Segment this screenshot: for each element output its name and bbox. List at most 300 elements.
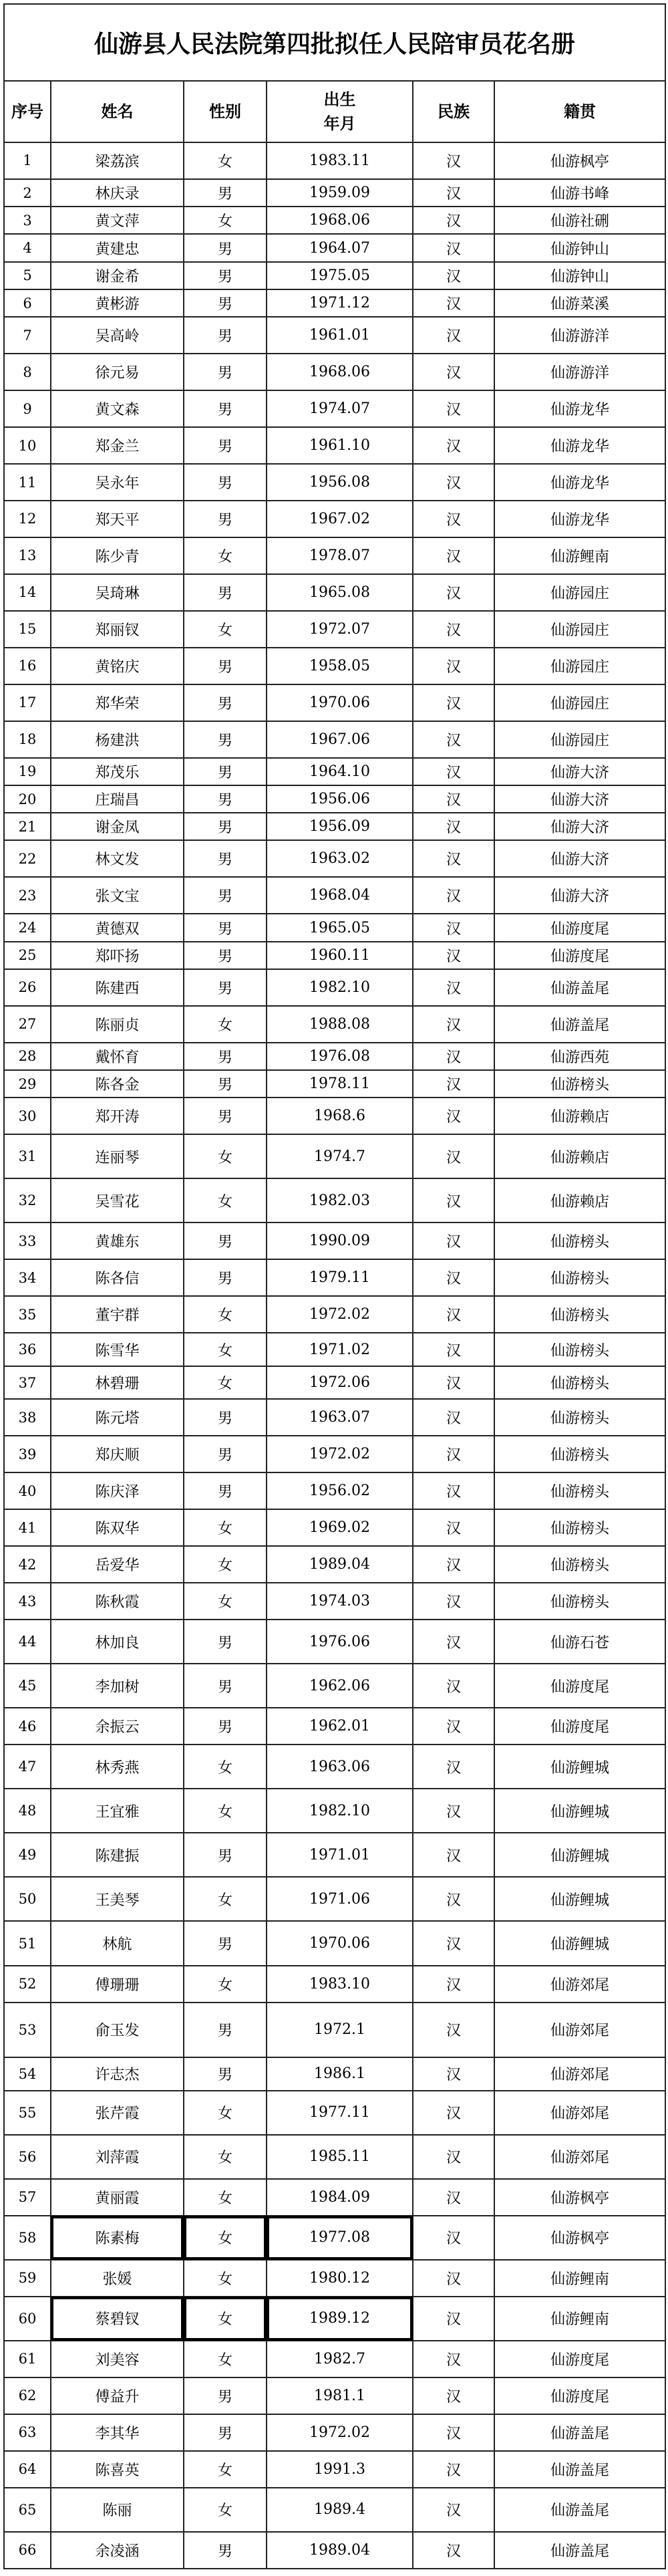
- cell-name: 陈各信: [51, 1259, 184, 1296]
- table-row: [4, 877, 665, 914]
- cell-name: 蔡碧钗: [51, 2297, 184, 2341]
- table-row: [4, 2057, 665, 2091]
- cell-origin: 仙游榜头: [494, 1509, 665, 1546]
- cell-index: 22: [4, 840, 51, 877]
- cell-index: 53: [4, 2003, 51, 2058]
- cell-origin: 仙游大济: [494, 758, 665, 785]
- cell-index: 50: [4, 1877, 51, 1921]
- cell-gender: 男: [184, 289, 267, 317]
- cell-birth: 1959.09: [267, 179, 413, 207]
- cell-birth: 1976.06: [267, 1620, 413, 1664]
- cell-name: 黄德双: [51, 914, 184, 941]
- cell-index: 49: [4, 1833, 51, 1877]
- cell-index: 20: [4, 785, 51, 813]
- cell-origin: 仙游度尾: [494, 1708, 665, 1745]
- table-row: [4, 2488, 665, 2532]
- header-ethnicity: 民族: [413, 81, 494, 142]
- cell-birth: 1971.02: [267, 1333, 413, 1366]
- cell-ethnicity: 汉: [413, 2451, 494, 2488]
- table-row: [4, 1877, 665, 1921]
- cell-gender: 女: [184, 537, 267, 574]
- cell-index: 35: [4, 1296, 51, 1333]
- cell-birth: 1960.11: [267, 942, 413, 969]
- cell-index: 18: [4, 721, 51, 758]
- cell-gender: 男: [184, 574, 267, 611]
- cell-name: 陈秋霞: [51, 1583, 184, 1620]
- cell-index: 41: [4, 1509, 51, 1546]
- table-row: [4, 2341, 665, 2377]
- cell-ethnicity: 汉: [413, 840, 494, 877]
- cell-ethnicity: 汉: [413, 317, 494, 354]
- cell-index: 39: [4, 1436, 51, 1472]
- cell-index: 36: [4, 1333, 51, 1366]
- cell-origin: 仙游度尾: [494, 914, 665, 941]
- cell-index: 66: [4, 2532, 51, 2569]
- table-row: [4, 611, 665, 648]
- table-row: [4, 1134, 665, 1178]
- cell-index: 56: [4, 2135, 51, 2179]
- cell-origin: 仙游书峰: [494, 179, 665, 207]
- cell-birth: 1981.1: [267, 2377, 413, 2414]
- header-origin: 籍贯: [494, 81, 665, 142]
- cell-ethnicity: 汉: [413, 611, 494, 648]
- cell-birth: 1982.10: [267, 969, 413, 1006]
- cell-origin: 仙游西苑: [494, 1043, 665, 1070]
- cell-index: 37: [4, 1366, 51, 1400]
- cell-name: 徐元易: [51, 354, 184, 390]
- cell-gender: 女: [184, 1333, 267, 1366]
- cell-ethnicity: 汉: [413, 537, 494, 574]
- table-row: [4, 1222, 665, 1259]
- table-row: [4, 785, 665, 813]
- cell-birth: 1989.4: [267, 2488, 413, 2532]
- cell-index: 19: [4, 758, 51, 785]
- cell-origin: 仙游榜头: [494, 1333, 665, 1366]
- cell-birth: 1971.01: [267, 1833, 413, 1877]
- cell-origin: 仙游盖尾: [494, 1006, 665, 1043]
- cell-birth: 1982.7: [267, 2341, 413, 2377]
- table-row: [4, 1436, 665, 1472]
- cell-ethnicity: 汉: [413, 942, 494, 969]
- cell-birth: 1972.02: [267, 2414, 413, 2451]
- cell-name: 陈各金: [51, 1070, 184, 1098]
- table-row: [4, 501, 665, 537]
- cell-gender: 男: [184, 1070, 267, 1098]
- cell-ethnicity: 汉: [413, 1399, 494, 1436]
- cell-name: 李其华: [51, 2414, 184, 2451]
- table-row: [4, 1966, 665, 2003]
- cell-ethnicity: 汉: [413, 1472, 494, 1509]
- header-index: 序号: [4, 81, 51, 142]
- cell-gender: 男: [184, 179, 267, 207]
- cell-origin: 仙游龙华: [494, 464, 665, 501]
- cell-index: 5: [4, 262, 51, 289]
- cell-ethnicity: 汉: [413, 758, 494, 785]
- cell-gender: 男: [184, 1664, 267, 1708]
- cell-index: 47: [4, 1745, 51, 1789]
- header-birth-line2: 年月: [323, 114, 356, 133]
- cell-index: 40: [4, 1472, 51, 1509]
- table-row: [4, 969, 665, 1006]
- cell-birth: 1962.06: [267, 1664, 413, 1708]
- cell-ethnicity: 汉: [413, 427, 494, 464]
- cell-name: 余振云: [51, 1708, 184, 1745]
- cell-name: 黄雄东: [51, 1222, 184, 1259]
- cell-name: 连丽琴: [51, 1134, 184, 1178]
- cell-gender: 男: [184, 1833, 267, 1877]
- cell-name: 俞玉发: [51, 2003, 184, 2058]
- table-row: [4, 1472, 665, 1509]
- cell-name: 傅益升: [51, 2377, 184, 2414]
- cell-gender: 男: [184, 2532, 267, 2569]
- cell-name: 董宇群: [51, 1296, 184, 1333]
- cell-birth: 1956.09: [267, 813, 413, 840]
- cell-gender: 男: [184, 262, 267, 289]
- cell-origin: 仙游鲤城: [494, 1789, 665, 1833]
- cell-origin: 仙游鲤城: [494, 1877, 665, 1921]
- cell-ethnicity: 汉: [413, 2003, 494, 2058]
- cell-gender: 男: [184, 2057, 267, 2091]
- cell-ethnicity: 汉: [413, 574, 494, 611]
- cell-index: 34: [4, 1259, 51, 1296]
- cell-birth: 1976.08: [267, 1043, 413, 1070]
- cell-name: 林航: [51, 1921, 184, 1965]
- cell-ethnicity: 汉: [413, 2377, 494, 2414]
- cell-birth: 1972.1: [267, 2003, 413, 2058]
- table-row: [4, 1789, 665, 1833]
- cell-birth: 1956.02: [267, 1472, 413, 1509]
- cell-birth: 1962.01: [267, 1708, 413, 1745]
- cell-index: 44: [4, 1620, 51, 1664]
- cell-origin: 仙游榜头: [494, 1472, 665, 1509]
- cell-index: 31: [4, 1134, 51, 1178]
- cell-origin: 仙游园庄: [494, 574, 665, 611]
- cell-name: 谢金凤: [51, 813, 184, 840]
- cell-origin: 仙游园庄: [494, 648, 665, 684]
- cell-gender: 男: [184, 1259, 267, 1296]
- table-row: [4, 1333, 665, 1366]
- cell-birth: 1965.05: [267, 914, 413, 941]
- cell-birth: 1967.02: [267, 501, 413, 537]
- cell-name: 郑华荣: [51, 684, 184, 721]
- cell-index: 63: [4, 2414, 51, 2451]
- cell-name: 陈建西: [51, 969, 184, 1006]
- table-row: [4, 914, 665, 941]
- cell-gender: 女: [184, 2135, 267, 2179]
- cell-birth: 1989.04: [267, 2532, 413, 2569]
- cell-origin: 仙游枫亭: [494, 2179, 665, 2216]
- cell-birth: 1984.09: [267, 2179, 413, 2216]
- cell-gender: 男: [184, 354, 267, 390]
- cell-ethnicity: 汉: [413, 262, 494, 289]
- table-row: [4, 179, 665, 207]
- cell-ethnicity: 汉: [413, 2260, 494, 2297]
- cell-origin: 仙游榜头: [494, 1366, 665, 1400]
- cell-origin: 仙游鲤南: [494, 537, 665, 574]
- table-row: [4, 1546, 665, 1583]
- cell-origin: 仙游榜头: [494, 1222, 665, 1259]
- cell-birth: 1972.02: [267, 1296, 413, 1333]
- table-row: [4, 1070, 665, 1098]
- table-row: [4, 464, 665, 501]
- cell-ethnicity: 汉: [413, 179, 494, 207]
- cell-index: 33: [4, 1222, 51, 1259]
- cell-gender: 女: [184, 1509, 267, 1546]
- table-row: [4, 1664, 665, 1708]
- table-row: [4, 2377, 665, 2414]
- cell-gender: 男: [184, 813, 267, 840]
- cell-gender: 男: [184, 2414, 267, 2451]
- cell-gender: 男: [184, 464, 267, 501]
- cell-birth: 1968.6: [267, 1098, 413, 1134]
- cell-birth: 1972.07: [267, 611, 413, 648]
- cell-origin: 仙游赖店: [494, 1178, 665, 1222]
- table-row: [4, 234, 665, 261]
- cell-origin: 仙游赖店: [494, 1134, 665, 1178]
- cell-gender: 男: [184, 648, 267, 684]
- cell-origin: 仙游龙华: [494, 390, 665, 427]
- cell-name: 陈雪华: [51, 1333, 184, 1366]
- cell-ethnicity: 汉: [413, 2091, 494, 2135]
- cell-name: 戴怀育: [51, 1043, 184, 1070]
- page-title: 仙游县人民法院第四批拟任人民陪审员花名册: [4, 4, 665, 81]
- cell-ethnicity: 汉: [413, 648, 494, 684]
- cell-ethnicity: 汉: [413, 1098, 494, 1134]
- cell-gender: 男: [184, 1620, 267, 1664]
- cell-gender: 女: [184, 1789, 267, 1833]
- cell-gender: 女: [184, 207, 267, 234]
- cell-index: 7: [4, 317, 51, 354]
- cell-birth: 1968.04: [267, 877, 413, 914]
- cell-ethnicity: 汉: [413, 2057, 494, 2091]
- cell-birth: 1956.06: [267, 785, 413, 813]
- cell-index: 48: [4, 1789, 51, 1833]
- table-row: [4, 1043, 665, 1070]
- cell-origin: 仙游盖尾: [494, 2532, 665, 2569]
- cell-origin: 仙游鲤城: [494, 1745, 665, 1789]
- cell-origin: 仙游度尾: [494, 1664, 665, 1708]
- cell-ethnicity: 汉: [413, 1436, 494, 1472]
- cell-gender: 女: [184, 611, 267, 648]
- cell-name: 李加树: [51, 1664, 184, 1708]
- cell-gender: 男: [184, 840, 267, 877]
- cell-gender: 女: [184, 2260, 267, 2297]
- cell-name: 林秀燕: [51, 1745, 184, 1789]
- cell-birth: 1988.08: [267, 1006, 413, 1043]
- cell-name: 吴高岭: [51, 317, 184, 354]
- header-birth-line1: 出生: [323, 90, 356, 109]
- cell-ethnicity: 汉: [413, 2414, 494, 2451]
- cell-birth: 1985.11: [267, 2135, 413, 2179]
- cell-origin: 仙游大济: [494, 785, 665, 813]
- cell-birth: 1972.06: [267, 1366, 413, 1400]
- cell-index: 10: [4, 427, 51, 464]
- cell-origin: 仙游榜头: [494, 1546, 665, 1583]
- table-row: [4, 2003, 665, 2058]
- cell-ethnicity: 汉: [413, 813, 494, 840]
- cell-name: 张文宝: [51, 877, 184, 914]
- cell-ethnicity: 汉: [413, 1877, 494, 1921]
- cell-index: 2: [4, 179, 51, 207]
- cell-name: 张芹霞: [51, 2091, 184, 2135]
- cell-ethnicity: 汉: [413, 2488, 494, 2532]
- cell-origin: 仙游鲤南: [494, 2297, 665, 2341]
- cell-birth: 1989.12: [267, 2297, 413, 2341]
- cell-index: 11: [4, 464, 51, 501]
- cell-origin: 仙游园庄: [494, 684, 665, 721]
- cell-origin: 仙游郊尾: [494, 2057, 665, 2091]
- cell-origin: 仙游盖尾: [494, 2488, 665, 2532]
- cell-gender: 女: [184, 1583, 267, 1620]
- cell-index: 29: [4, 1070, 51, 1098]
- cell-birth: 1974.07: [267, 390, 413, 427]
- cell-index: 59: [4, 2260, 51, 2297]
- table-row: [4, 1509, 665, 1546]
- cell-gender: 男: [184, 2377, 267, 2414]
- cell-gender: 男: [184, 914, 267, 941]
- cell-ethnicity: 汉: [413, 464, 494, 501]
- cell-name: 郑庆顺: [51, 1436, 184, 1472]
- cell-index: 42: [4, 1546, 51, 1583]
- cell-ethnicity: 汉: [413, 721, 494, 758]
- cell-gender: 男: [184, 390, 267, 427]
- table-row: [4, 2135, 665, 2179]
- table-row: [4, 684, 665, 721]
- cell-gender: 男: [184, 1043, 267, 1070]
- cell-origin: 仙游园庄: [494, 721, 665, 758]
- roster-body: [4, 142, 665, 2569]
- cell-birth: 1980.12: [267, 2260, 413, 2297]
- cell-name: 傅珊珊: [51, 1966, 184, 2003]
- cell-ethnicity: 汉: [413, 2297, 494, 2341]
- cell-birth: 1971.12: [267, 289, 413, 317]
- cell-name: 黄建忠: [51, 234, 184, 261]
- table-row: [4, 2297, 665, 2341]
- cell-origin: 仙游园庄: [494, 611, 665, 648]
- cell-birth: 1979.11: [267, 1259, 413, 1296]
- cell-gender: 女: [184, 1966, 267, 2003]
- cell-ethnicity: 汉: [413, 2135, 494, 2179]
- table-row: [4, 1921, 665, 1965]
- cell-name: 谢金希: [51, 262, 184, 289]
- cell-ethnicity: 汉: [413, 1664, 494, 1708]
- cell-origin: 仙游大济: [494, 840, 665, 877]
- table-row: [4, 427, 665, 464]
- cell-origin: 仙游郊尾: [494, 2135, 665, 2179]
- table-row: [4, 354, 665, 390]
- cell-ethnicity: 汉: [413, 2179, 494, 2216]
- cell-ethnicity: 汉: [413, 1708, 494, 1745]
- cell-name: 吴永年: [51, 464, 184, 501]
- cell-ethnicity: 汉: [413, 877, 494, 914]
- cell-index: 17: [4, 684, 51, 721]
- cell-birth: 1977.08: [267, 2216, 413, 2260]
- cell-ethnicity: 汉: [413, 1509, 494, 1546]
- cell-gender: 女: [184, 2451, 267, 2488]
- cell-name: 黄文萍: [51, 207, 184, 234]
- cell-ethnicity: 汉: [413, 234, 494, 261]
- cell-name: 黄文森: [51, 390, 184, 427]
- cell-ethnicity: 汉: [413, 1178, 494, 1222]
- cell-gender: 女: [184, 1546, 267, 1583]
- cell-origin: 仙游枫亭: [494, 2216, 665, 2260]
- cell-birth: 1982.10: [267, 1789, 413, 1833]
- table-row: [4, 289, 665, 317]
- table-row: [4, 2414, 665, 2451]
- roster-table: [3, 3, 666, 2569]
- table-row: [4, 2216, 665, 2260]
- cell-ethnicity: 汉: [413, 1583, 494, 1620]
- cell-ethnicity: 汉: [413, 914, 494, 941]
- cell-gender: 女: [184, 1134, 267, 1178]
- cell-birth: 1956.08: [267, 464, 413, 501]
- cell-name: 岳爱华: [51, 1546, 184, 1583]
- cell-ethnicity: 汉: [413, 501, 494, 537]
- cell-ethnicity: 汉: [413, 785, 494, 813]
- cell-gender: 男: [184, 427, 267, 464]
- cell-origin: 仙游鲤城: [494, 1921, 665, 1965]
- cell-name: 许志杰: [51, 2057, 184, 2091]
- table-row: [4, 1745, 665, 1789]
- cell-name: 郑吓扬: [51, 942, 184, 969]
- cell-birth: 1968.06: [267, 354, 413, 390]
- cell-origin: 仙游盖尾: [494, 2414, 665, 2451]
- cell-origin: 仙游菜溪: [494, 289, 665, 317]
- cell-birth: 1961.01: [267, 317, 413, 354]
- cell-name: 王宜雅: [51, 1789, 184, 1833]
- cell-ethnicity: 汉: [413, 1296, 494, 1333]
- cell-origin: 仙游榜头: [494, 1436, 665, 1472]
- cell-index: 26: [4, 969, 51, 1006]
- cell-name: 吴琦琳: [51, 574, 184, 611]
- cell-origin: 仙游郊尾: [494, 1966, 665, 2003]
- cell-origin: 仙游赖店: [494, 1098, 665, 1134]
- cell-birth: 1969.02: [267, 1509, 413, 1546]
- roster-sheet: [0, 3, 668, 2576]
- cell-birth: 1963.06: [267, 1745, 413, 1789]
- cell-gender: 女: [184, 1745, 267, 1789]
- cell-index: 52: [4, 1966, 51, 2003]
- table-row: [4, 1583, 665, 1620]
- cell-birth: 1974.03: [267, 1583, 413, 1620]
- cell-origin: 仙游社硎: [494, 207, 665, 234]
- table-row: [4, 2532, 665, 2569]
- cell-origin: 仙游盖尾: [494, 969, 665, 1006]
- cell-index: 62: [4, 2377, 51, 2414]
- cell-origin: 仙游游洋: [494, 317, 665, 354]
- cell-name: 张媛: [51, 2260, 184, 2297]
- table-row: [4, 1620, 665, 1664]
- cell-ethnicity: 汉: [413, 1333, 494, 1366]
- table-row: [4, 142, 665, 179]
- cell-origin: 仙游榜头: [494, 1296, 665, 1333]
- cell-gender: 男: [184, 877, 267, 914]
- cell-gender: 男: [184, 758, 267, 785]
- cell-gender: 男: [184, 942, 267, 969]
- cell-gender: 男: [184, 501, 267, 537]
- cell-ethnicity: 汉: [413, 1620, 494, 1664]
- table-row: [4, 942, 665, 969]
- cell-index: 64: [4, 2451, 51, 2488]
- cell-index: 13: [4, 537, 51, 574]
- cell-ethnicity: 汉: [413, 1070, 494, 1098]
- table-row: [4, 2451, 665, 2488]
- cell-birth: 1971.06: [267, 1877, 413, 1921]
- cell-gender: 男: [184, 1436, 267, 1472]
- cell-birth: 1963.02: [267, 840, 413, 877]
- table-row: [4, 1399, 665, 1436]
- cell-index: 21: [4, 813, 51, 840]
